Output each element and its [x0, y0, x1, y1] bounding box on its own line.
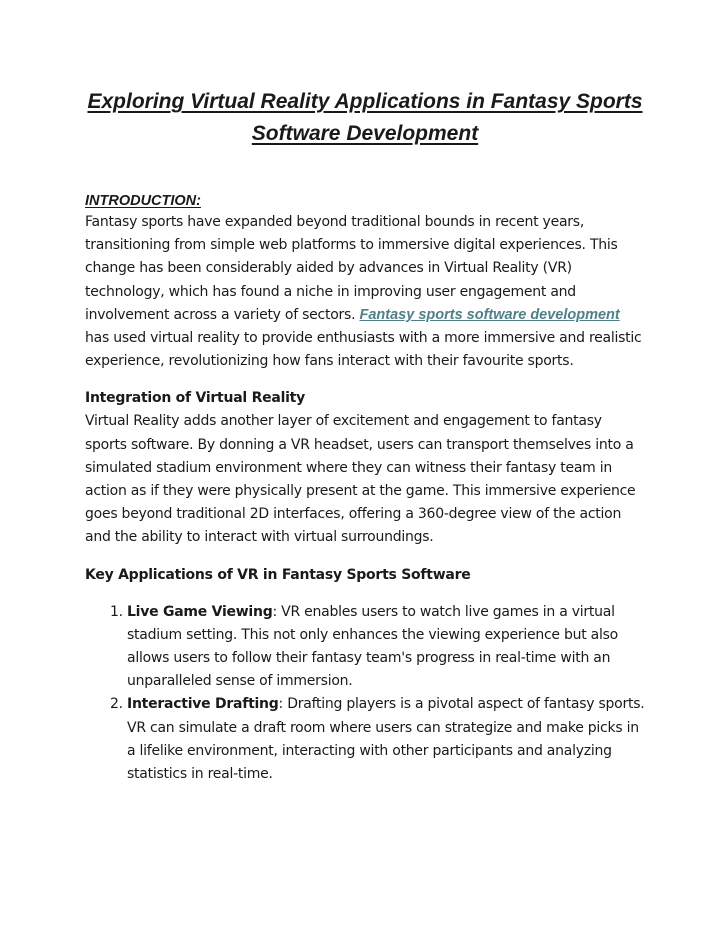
document-title: Exploring Virtual Reality Applications in Fantasy Sports Software Development: [87, 90, 643, 145]
list-item-interactive-drafting: [127, 693, 645, 786]
list-item-text: : VR enables users to watch live games in a virtual stadium setting. This not only enhances the viewing experience but also allows users to follow their fantasy team's progress in real-time with an unparalleled sense of immersion.: [127, 603, 618, 690]
list-item-term: Interactive Drafting: [127, 696, 279, 713]
introduction-paragraph: [85, 211, 645, 373]
key-applications-list: [85, 601, 645, 787]
integration-heading: Integration of Virtual Reality: [85, 390, 305, 407]
integration-paragraph: Virtual Reality adds another layer of excitement and engagement to fantasy sports software. By donning a VR headset, users can transport themselves into a simulated stadium environment where they can witness their fantasy team in action as if they were physically present at the game. This immersive experience goes beyond traditional 2D interfaces, offering a 360-degree view of the action and the ability to interact with virtual surroundings.: [85, 413, 636, 546]
list-item-text: : Drafting players is a pivotal aspect of fantasy sports. VR can simulate a draft room where users can strategize and make picks in a lifelike environment, interacting with other participants and analyzing statistics in real-time.: [127, 696, 645, 783]
list-item-term: Live Game Viewing: [127, 603, 273, 620]
list-item-live-game-viewing: [127, 601, 645, 694]
document-page: [85, 86, 645, 786]
fantasy-sports-software-development-link[interactable]: Fantasy sports software development: [359, 306, 620, 323]
introduction-heading: INTRODUCTION:: [85, 193, 201, 209]
introduction-text-before-link: Fantasy sports have expanded beyond traditional bounds in recent years, transitioning from simple web platforms to immersive digital experiences. This change has been considerably aided by advances in Virtual Reality (VR) technology, which has found a niche in improving user engagement and involvement across a variety of sectors.: [85, 214, 618, 323]
key-applications-heading: Key Applications of VR in Fantasy Sports Software: [85, 566, 471, 583]
introduction-text-after-link: has used virtual reality to provide enthusiasts with a more immersive and realistic experience, revolutionizing how fans interact with their favourite sports.: [85, 330, 642, 370]
